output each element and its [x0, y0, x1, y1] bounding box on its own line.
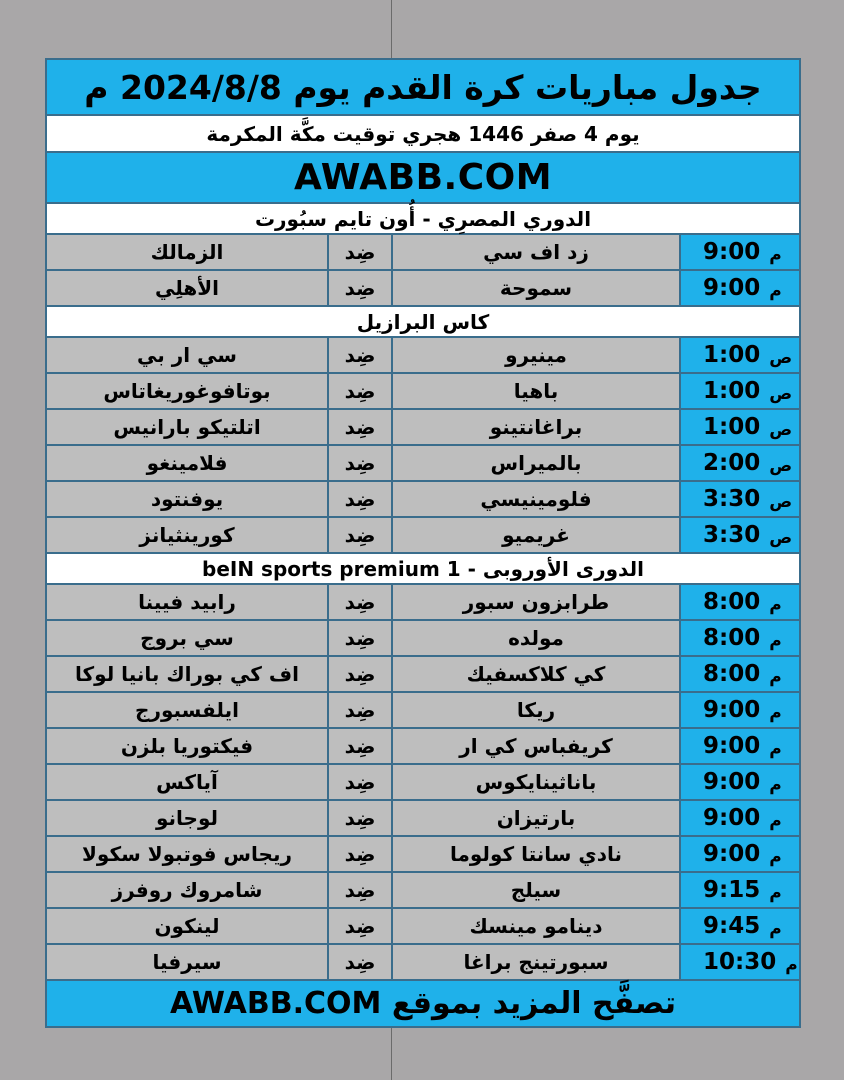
match-time	[681, 338, 799, 372]
match-time	[681, 235, 799, 269]
league-header: الدوري المصرِي - أُون تايم سبُورت	[47, 204, 799, 235]
time-value: 1:00	[703, 414, 761, 440]
time-period: ص	[769, 420, 793, 440]
match-row	[47, 945, 799, 981]
time-period: م	[769, 703, 782, 723]
match-time	[681, 693, 799, 727]
time-value: 9:00	[703, 275, 761, 301]
match-row	[47, 482, 799, 518]
league-header: كاس البرازيل	[47, 307, 799, 338]
time-value: 9:00	[703, 733, 761, 759]
match-row	[47, 235, 799, 271]
away-team: كورينثيانز	[47, 518, 329, 552]
home-team: براغانتينو	[393, 410, 681, 444]
match-row	[47, 518, 799, 554]
time-period: م	[769, 667, 782, 687]
home-team: مولده	[393, 621, 681, 655]
time-value: 9:15	[703, 877, 761, 903]
versus-label: ضِد	[329, 657, 393, 691]
versus-label: ضِد	[329, 729, 393, 763]
match-time	[681, 909, 799, 943]
match-row	[47, 271, 799, 307]
match-row	[47, 909, 799, 945]
match-row	[47, 374, 799, 410]
home-team: كي كلاكسفيك	[393, 657, 681, 691]
versus-label: ضِد	[329, 338, 393, 372]
home-team: كريفباس كي ار	[393, 729, 681, 763]
versus-label: ضِد	[329, 801, 393, 835]
footer-banner: تصفَّح المزيد بموقع AWABB.COM	[47, 981, 799, 1026]
time-value: 1:00	[703, 378, 761, 404]
match-row	[47, 873, 799, 909]
away-team: ريجاس فوتبولا سكولا	[47, 837, 329, 871]
away-team: الزمالك	[47, 235, 329, 269]
match-time	[681, 271, 799, 305]
versus-label: ضِد	[329, 837, 393, 871]
home-team: نادي سانتا كولوما	[393, 837, 681, 871]
versus-label: ضِد	[329, 909, 393, 943]
away-team: الأهلِي	[47, 271, 329, 305]
match-time	[681, 374, 799, 408]
time-period: ص	[769, 492, 793, 512]
time-period: م	[785, 955, 798, 975]
home-team: بالميراس	[393, 446, 681, 480]
hijri-date: يوم 4 صفر 1446 هجري توقيت مكَّة المكرمة	[47, 116, 799, 153]
league-header: الدورى الأوروبى - beIN sports premium 1	[47, 554, 799, 585]
away-team: سي بروج	[47, 621, 329, 655]
time-period: م	[769, 631, 782, 651]
versus-label: ضِد	[329, 410, 393, 444]
time-value: 8:00	[703, 661, 761, 687]
match-time	[681, 837, 799, 871]
home-team: مينيرو	[393, 338, 681, 372]
home-team: سيلج	[393, 873, 681, 907]
time-period: م	[769, 245, 782, 265]
schedule-table	[45, 58, 801, 1028]
match-row	[47, 657, 799, 693]
away-team: شامروك روفرز	[47, 873, 329, 907]
versus-label: ضِد	[329, 621, 393, 655]
match-row	[47, 837, 799, 873]
versus-label: ضِد	[329, 585, 393, 619]
match-row	[47, 693, 799, 729]
versus-label: ضِد	[329, 374, 393, 408]
time-value: 9:45	[703, 913, 761, 939]
time-value: 9:00	[703, 841, 761, 867]
match-time	[681, 621, 799, 655]
time-value: 8:00	[703, 589, 761, 615]
home-team: زد اف سي	[393, 235, 681, 269]
match-row	[47, 765, 799, 801]
match-time	[681, 482, 799, 516]
site-banner: AWABB.COM	[47, 153, 799, 204]
time-value: 2:00	[703, 450, 761, 476]
time-period: م	[769, 739, 782, 759]
home-team: دينامو مينسك	[393, 909, 681, 943]
time-value: 3:30	[703, 486, 761, 512]
leagues-container	[47, 204, 799, 981]
home-team: ريكا	[393, 693, 681, 727]
away-team: لوجانو	[47, 801, 329, 835]
match-time	[681, 945, 799, 979]
versus-label: ضِد	[329, 765, 393, 799]
away-team: سي ار بي	[47, 338, 329, 372]
match-row	[47, 801, 799, 837]
home-team: غريميو	[393, 518, 681, 552]
time-value: 9:00	[703, 805, 761, 831]
versus-label: ضِد	[329, 873, 393, 907]
time-value: 9:00	[703, 697, 761, 723]
time-value: 1:00	[703, 342, 761, 368]
match-time	[681, 446, 799, 480]
time-period: م	[769, 595, 782, 615]
versus-label: ضِد	[329, 271, 393, 305]
time-period: ص	[769, 384, 793, 404]
match-row	[47, 729, 799, 765]
time-period: م	[769, 775, 782, 795]
versus-label: ضِد	[329, 518, 393, 552]
time-value: 9:00	[703, 239, 761, 265]
time-period: م	[769, 919, 782, 939]
away-team: رابيد فيينا	[47, 585, 329, 619]
time-period: ص	[769, 528, 793, 548]
schedule-title: جدول مباريات كرة القدم يوم 2024/8/8 م	[47, 60, 799, 116]
versus-label: ضِد	[329, 235, 393, 269]
away-team: يوفنتود	[47, 482, 329, 516]
match-time	[681, 585, 799, 619]
home-team: طرابزون سبور	[393, 585, 681, 619]
time-period: م	[769, 281, 782, 301]
match-time	[681, 765, 799, 799]
away-team: اف كي بوراك بانيا لوكا	[47, 657, 329, 691]
versus-label: ضِد	[329, 482, 393, 516]
match-time	[681, 801, 799, 835]
match-row	[47, 621, 799, 657]
home-team: سموحة	[393, 271, 681, 305]
match-row	[47, 446, 799, 482]
time-value: 8:00	[703, 625, 761, 651]
match-time	[681, 729, 799, 763]
away-team: فيكتوريا بلزن	[47, 729, 329, 763]
versus-label: ضِد	[329, 945, 393, 979]
home-team: سبورتينج براغا	[393, 945, 681, 979]
versus-label: ضِد	[329, 693, 393, 727]
time-period: م	[769, 811, 782, 831]
versus-label: ضِد	[329, 446, 393, 480]
away-team: اتلتيكو بارانيس	[47, 410, 329, 444]
time-period: ص	[769, 348, 793, 368]
time-value: 3:30	[703, 522, 761, 548]
home-team: فلومينيسي	[393, 482, 681, 516]
match-row	[47, 338, 799, 374]
away-team: فلامينغو	[47, 446, 329, 480]
away-team: بوتافوغوريغاتاس	[47, 374, 329, 408]
time-value: 9:00	[703, 769, 761, 795]
away-team: آياكس	[47, 765, 329, 799]
time-period: م	[769, 883, 782, 903]
time-value: 10:30	[703, 949, 777, 975]
match-row	[47, 410, 799, 446]
match-row	[47, 585, 799, 621]
away-team: سيرفيا	[47, 945, 329, 979]
away-team: ايلفسبورج	[47, 693, 329, 727]
match-time	[681, 873, 799, 907]
match-time	[681, 518, 799, 552]
home-team: باناثينايكوس	[393, 765, 681, 799]
match-time	[681, 410, 799, 444]
away-team: لينكون	[47, 909, 329, 943]
home-team: باهيا	[393, 374, 681, 408]
time-period: م	[769, 847, 782, 867]
time-period: ص	[769, 456, 793, 476]
home-team: بارتيزان	[393, 801, 681, 835]
match-time	[681, 657, 799, 691]
